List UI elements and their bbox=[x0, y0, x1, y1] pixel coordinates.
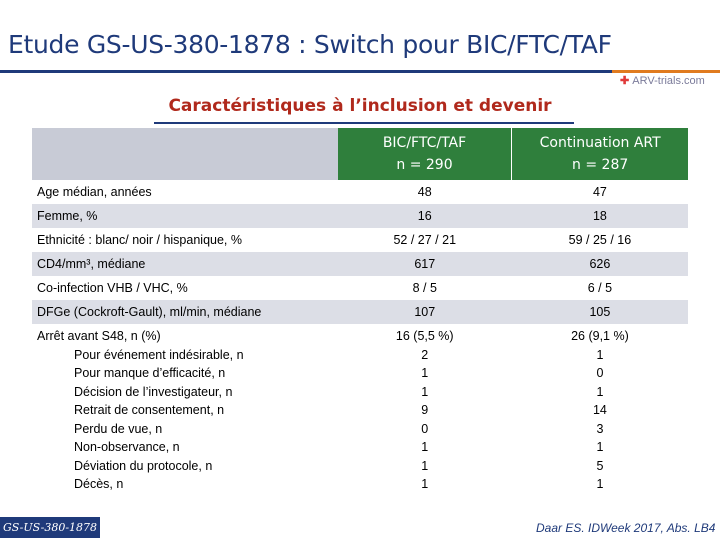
logo-mark-icon: ✚ bbox=[620, 75, 633, 87]
row-value-col2: 47 bbox=[512, 180, 688, 204]
row-label: Femme, % bbox=[32, 204, 338, 228]
section-subtitle: Caractéristiques à l’inclusion et devenir bbox=[168, 96, 552, 116]
row-value-col1: 48 bbox=[338, 180, 512, 204]
discontinuation-title: Arrêt avant S48, n (%) bbox=[37, 329, 161, 343]
header-col2-line2: n = 287 bbox=[572, 157, 629, 173]
reason-value-col1: 9 bbox=[421, 403, 429, 417]
reason-value-col2: 5 bbox=[596, 458, 604, 473]
row-label: Ethnicité : blanc/ noir / hispanique, % bbox=[32, 228, 338, 252]
header-blank-cell bbox=[32, 128, 338, 180]
discontinuation-total-col1: 16 (5,5 %) bbox=[395, 329, 454, 343]
page-title: Etude GS-US-380-1878 : Switch pour BIC/FTC/TAF bbox=[8, 30, 612, 59]
reason-value-col1: 1 bbox=[421, 458, 429, 473]
row-value-col1: 107 bbox=[338, 300, 512, 324]
reason-value-col1: 1 bbox=[421, 440, 429, 454]
row-value-col2: 59 / 25 / 16 bbox=[512, 228, 688, 252]
reason-value-col2: 1 bbox=[596, 384, 604, 399]
reason-value-col2: 1 bbox=[596, 477, 604, 491]
title-underline-accent bbox=[612, 70, 720, 73]
row-value-col1: 52 / 27 / 21 bbox=[338, 228, 512, 252]
table-row bbox=[32, 252, 688, 276]
row-value-col1: 8 / 5 bbox=[338, 276, 512, 300]
study-footer-badge: GS-US-380-1878 bbox=[0, 517, 100, 538]
reason-value-col1: 1 bbox=[421, 477, 429, 491]
discontinuation-total-col2: 26 (9,1 %) bbox=[571, 329, 629, 343]
logo-text: ARV-trials.com bbox=[632, 75, 705, 87]
discontinuation-reason: Retrait de consentement, n bbox=[74, 403, 225, 417]
reason-value-col1: 2 bbox=[421, 347, 429, 362]
table-row bbox=[32, 204, 688, 228]
table-row bbox=[32, 228, 688, 252]
header-col1-line1: BIC/FTC/TAF bbox=[382, 135, 467, 151]
arv-trials-logo bbox=[620, 74, 705, 87]
discontinuation-values-col1 bbox=[338, 324, 512, 497]
row-value-col1: 617 bbox=[338, 252, 512, 276]
row-value-col2: 105 bbox=[512, 300, 688, 324]
reason-value-col2: 3 bbox=[596, 421, 604, 436]
discontinuation-reason: Pour manque d’efficacité, n bbox=[74, 366, 226, 380]
row-label: CD4/mm³, médiane bbox=[32, 252, 338, 276]
row-label: DFGe (Cockroft-Gault), ml/min, médiane bbox=[32, 300, 338, 324]
row-value-col2: 626 bbox=[512, 252, 688, 276]
table-header-row bbox=[32, 128, 688, 180]
discontinuation-reason: Non-observance, n bbox=[74, 440, 180, 454]
header-continuation-art bbox=[512, 128, 688, 180]
row-value-col2: 6 / 5 bbox=[512, 276, 688, 300]
table-row bbox=[32, 300, 688, 324]
reason-value-col1: 1 bbox=[421, 384, 429, 399]
reason-value-col2: 14 bbox=[592, 403, 607, 417]
subtitle-underline bbox=[154, 122, 574, 124]
header-col1-line2: n = 290 bbox=[396, 157, 453, 173]
header-bic-ftc-taf bbox=[338, 128, 512, 180]
discontinuation-reason: Déviation du protocole, n bbox=[74, 458, 213, 473]
discontinuation-reason: Décision de l’investigateur, n bbox=[74, 384, 233, 399]
reason-value-col2: 1 bbox=[596, 347, 604, 362]
discontinuation-reason: Perdu de vue, n bbox=[74, 421, 163, 436]
table-row bbox=[32, 276, 688, 300]
discontinuation-values-col2 bbox=[512, 324, 688, 497]
header-col2-line1: Continuation ART bbox=[539, 135, 661, 151]
row-value-col1: 16 bbox=[338, 204, 512, 228]
baseline-table bbox=[32, 128, 688, 497]
discontinuation-labels bbox=[32, 324, 338, 497]
reason-value-col2: 1 bbox=[596, 440, 604, 454]
reference-citation: Daar ES. IDWeek 2017, Abs. LB4 bbox=[536, 521, 716, 535]
row-label: Co-infection VHB / VHC, % bbox=[32, 276, 338, 300]
table-row bbox=[32, 180, 688, 204]
reason-value-col1: 1 bbox=[421, 366, 429, 380]
row-value-col2: 18 bbox=[512, 204, 688, 228]
discontinuation-reason: Décès, n bbox=[74, 477, 124, 491]
reason-value-col2: 0 bbox=[596, 366, 604, 380]
row-label: Age médian, années bbox=[32, 180, 338, 204]
table-row-discontinuation bbox=[32, 324, 688, 497]
reason-value-col1: 0 bbox=[421, 421, 429, 436]
discontinuation-reason: Pour événement indésirable, n bbox=[74, 347, 244, 362]
